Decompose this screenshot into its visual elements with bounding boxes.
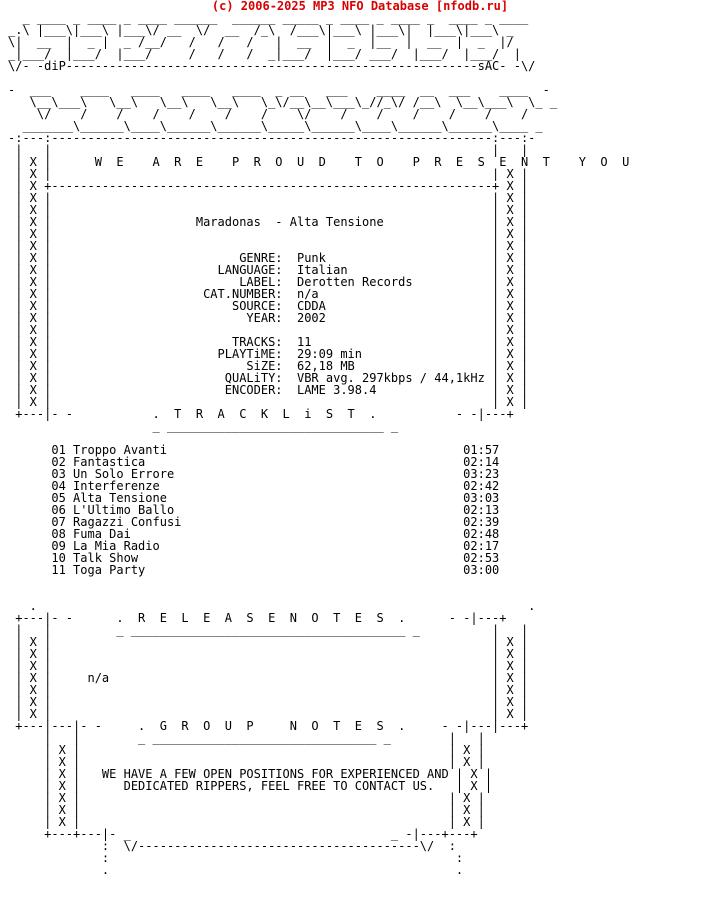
nfo-line: | X | | X | [8, 791, 485, 805]
nfo-line: 03 Un Solo Errore 03:23 [8, 467, 500, 481]
nfo-line: | | _ _______________________________ _ | | [8, 731, 485, 745]
nfo-line: | X | | X | [8, 647, 529, 661]
nfo-line: _.\ |___\|___\ |___\/ __ \/ __ /_\ /___\|___\ |___\| |___\|___\ _ [8, 23, 514, 37]
nfo-line: | X | W E A R E P R O U D T O P R E S E N T Y O U [8, 155, 630, 169]
nfo-line: | X | | X | [8, 635, 529, 649]
nfo-line [8, 576, 629, 588]
nfo-line: 06 L'Ultimo Ballo 02:13 [8, 503, 500, 517]
nfo-line: 08 Fuma Dai 02:48 [8, 527, 500, 541]
nfo-line: | X | | X | [8, 323, 529, 337]
nfo-line: +---|- - . R E L E A S E N O T E S . - -|---+ [8, 611, 507, 625]
nfo-line: : \/---------------------------------------\/ : [8, 839, 456, 853]
nfo-line: _______\______\____\______\______\_____\______\____\______\______\____ _ [8, 119, 543, 133]
nfo-line: | X | | X | [8, 227, 529, 241]
nfo-line: . . [8, 599, 536, 613]
nfo-line: | X | TRACKS: 11 | X | [8, 335, 529, 349]
copyright-notice: (c) 2006-2025 MP3 NFO Database [nfodb.ru] [211, 0, 509, 13]
nfo-line: -:---:-------------------------------------------------------------:---:- [8, 131, 536, 145]
nfo-line: 11 Toga Party 03:00 [8, 563, 500, 577]
nfo-line: _ ____ _ ____ _ ____ ______ ______ _____ _ ____ _ ____ _ ____ _ ____ [8, 11, 529, 25]
nfo-text [8, 12, 629, 876]
nfo-line: | X | n/a | X | [8, 671, 529, 685]
nfo-line: | X | | X | [8, 191, 529, 205]
nfo-line: . . [8, 863, 464, 877]
nfo-line: | X | | X | [8, 683, 529, 697]
nfo-line: | X | QUALiTY: VBR avg. 297kbps / 44,1kHz | X | [8, 371, 529, 385]
nfo-line: \/ / / / / / / \/ / / / / / / [8, 107, 529, 121]
nfo-line: | X | | X | [8, 755, 485, 769]
nfo-line: | X | LANGUAGE: Italian | X | [8, 263, 529, 277]
nfo-line: | X | WE HAVE A FEW OPEN POSITIONS FOR EXPERIENCED AND | X | [8, 767, 493, 781]
nfo-line: | X | | X | [8, 395, 529, 409]
nfo-line: | | _ ______________________________________ _ | | [8, 623, 529, 637]
nfo-line: | X | | X | [8, 815, 485, 829]
nfo-line: +---+---|- _ _ -|---+---+ [8, 827, 478, 841]
nfo-line: +---|- - . T R A C K L i S T . - -|---+ [8, 407, 514, 421]
nfo-line: | X | Maradonas - Alta Tensione | X | [8, 215, 529, 229]
nfo-line: | X | | X | [8, 203, 529, 217]
nfo-line: | X | SiZE: 62,18 MB | X | [8, 359, 529, 373]
nfo-line: _|___/ |___/ |___/ / / / _|___/ |___/ ___/ |___/ |___/ | [8, 47, 521, 61]
nfo-line: 04 Interferenze 02:42 [8, 479, 500, 493]
nfo-line: | X | | X | [8, 707, 529, 721]
nfo-line: : : [8, 851, 464, 865]
nfo-line: 07 Ragazzi Confusi 02:39 [8, 515, 500, 529]
nfo-line: | X | | X | [8, 695, 529, 709]
nfo-line: \/- -diP---------------------------------------------------------sAC- -\/ [8, 59, 536, 73]
nfo-line: | X | PLAYTiME: 29:09 min | X | [8, 347, 529, 361]
nfo-line: | X | ENCODER: LAME 3.98.4 | X | [8, 383, 529, 397]
nfo-line: | X | | X | [8, 659, 529, 673]
nfo-line: | X | | X | [8, 743, 485, 757]
nfo-line: | X | | X | [8, 239, 529, 253]
nfo-line: 01 Troppo Avanti 01:57 [8, 443, 500, 457]
nfo-line: | X | LABEL: Derotten Records | X | [8, 275, 529, 289]
nfo-line: +---|---|- - . G R O U P N O T E S . - -|---|---+ [8, 719, 529, 733]
nfo-line: \| __ | _ | _ /__/ / / / | __ | _ |__ | __ | _ |/ [8, 35, 514, 49]
nfo-line: | | | | [8, 143, 529, 157]
nfo-line: 05 Alta Tensione 03:03 [8, 491, 500, 505]
nfo-line: 02 Fantastica 02:14 [8, 455, 500, 469]
nfo-line: | X | YEAR: 2002 | X | [8, 311, 529, 325]
nfo-line: 09 La Mia Radio 02:17 [8, 539, 500, 553]
nfo-line: | X | | X | [8, 803, 485, 817]
nfo-line: | X | GENRE: Punk | X | [8, 251, 529, 265]
nfo-line: | X | | X | [8, 167, 529, 181]
nfo-line: | X | SOURCE: CDDA | X | [8, 299, 529, 313]
nfo-line: | X | DEDICATED RIPPERS, FEEL FREE TO CONTACT US. | X | [8, 779, 493, 793]
nfo-line: | X | CAT.NUMBER: n/a | X | [8, 287, 529, 301]
nfo-line: | X +-------------------------------------------------------------+ X | [8, 179, 529, 193]
nfo-line: 10 Talk Show 02:53 [8, 551, 500, 565]
nfo-line: \__\___\ \__\ \__\ \__\ \_\/__\__\___\_//_\/ /__\ \__\___\ \_ _ [8, 95, 558, 109]
nfo-line: - ___ ____ ____ ____ ____ _ __ ___ ____ __ ___ ____ - [8, 83, 550, 97]
nfo-line: _ ______________________________ _ [8, 419, 399, 433]
